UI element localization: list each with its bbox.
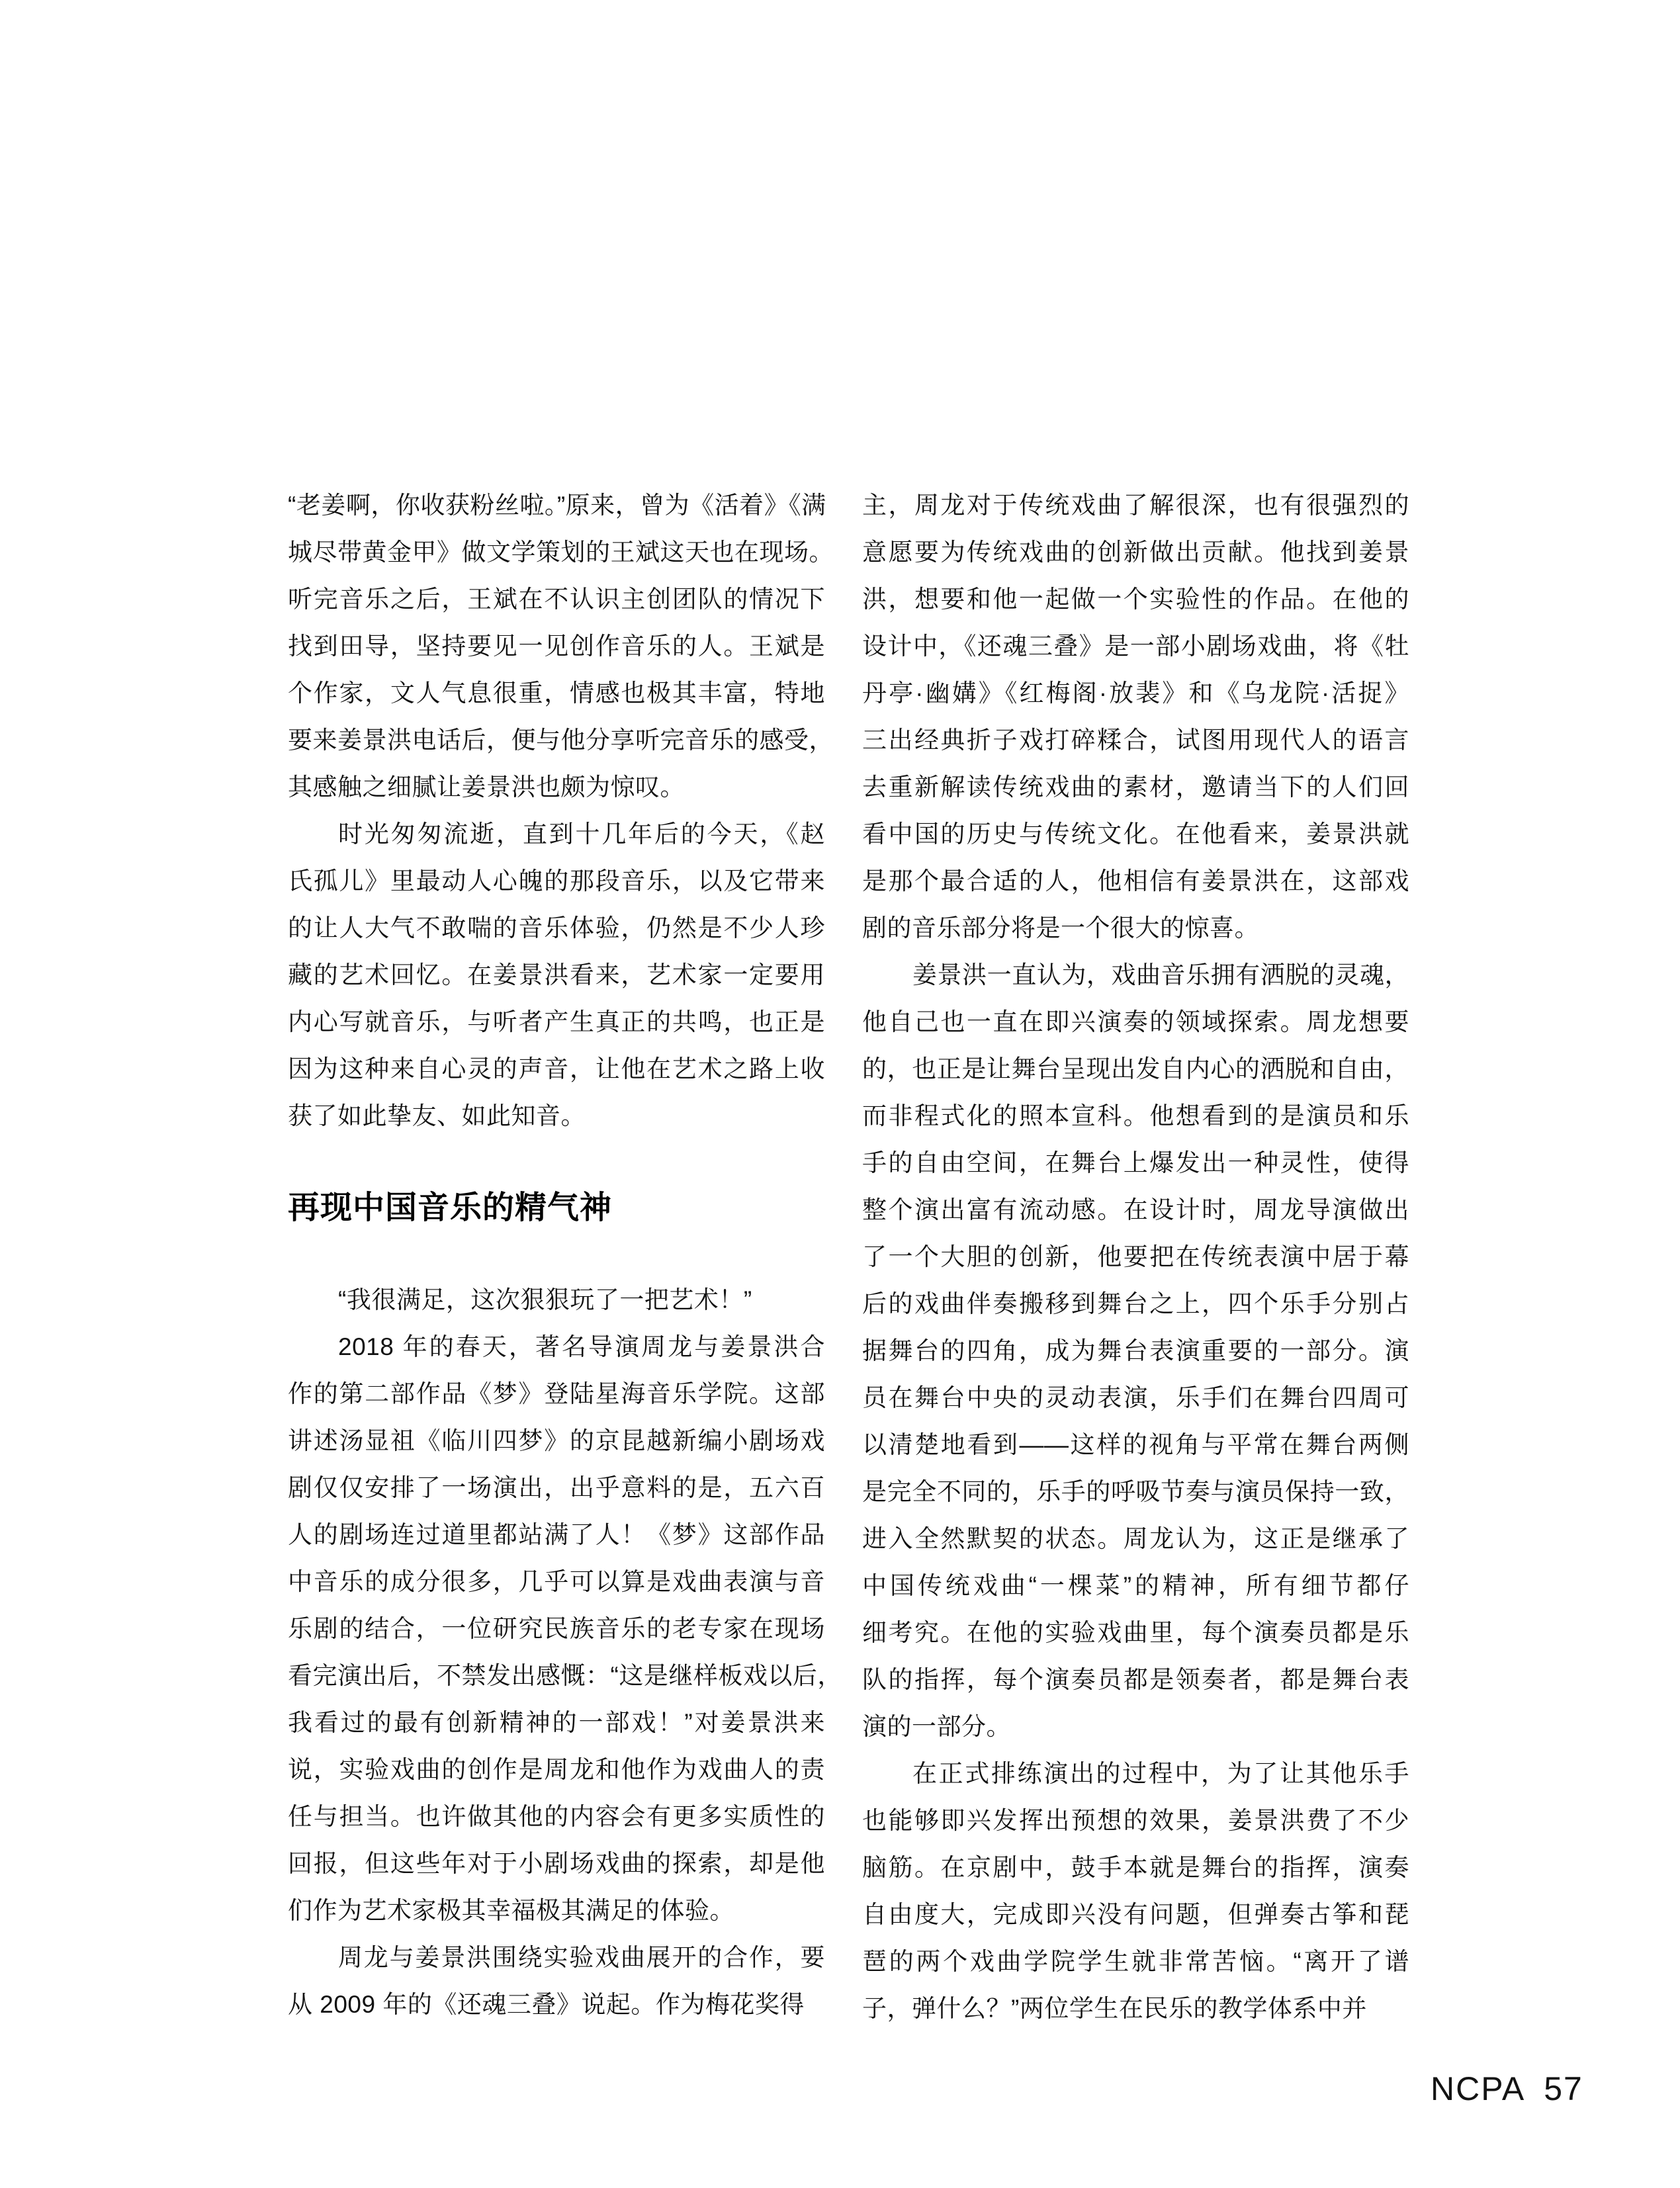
text-line: 氏孤儿》里最动人心魄的那段音乐，以及它带来 bbox=[288, 867, 825, 895]
text-line: 其感触之细腻让姜景洪也颇为惊叹。 bbox=[288, 773, 685, 801]
text-line: 后的戏曲伴奏搬移到舞台之上，四个乐手分别占 bbox=[862, 1290, 1409, 1317]
text-line: 内心写就音乐，与听者产生真正的共鸣，也正是 bbox=[288, 1008, 825, 1035]
text-line: 中国传统戏曲“一棵菜”的精神，所有细节都仔 bbox=[862, 1572, 1409, 1599]
text-line: 们作为艺术家极其幸福极其满足的体验。 bbox=[288, 1897, 734, 1924]
text-line: 的让人大气不敢喘的音乐体验，仍然是不少人珍 bbox=[288, 914, 825, 941]
text-line: 以清楚地看到——这样的视角与平常在舞台两侧 bbox=[862, 1431, 1409, 1458]
text-line: 自由度大，完成即兴没有问题，但弹奏古筝和琵 bbox=[862, 1901, 1409, 1928]
text-line: 整个演出富有流动感。在设计时，周龙导演做出 bbox=[862, 1196, 1409, 1223]
text-line: 的，也正是让舞台呈现出发自内心的洒脱和自由， bbox=[862, 1055, 1409, 1082]
text-line: 听完音乐之后，王斌在不认识主创团队的情况下 bbox=[288, 586, 825, 613]
text-line: 获了如此挚友、如此知音。 bbox=[288, 1102, 586, 1129]
text-line: 要来姜景洪电话后，便与他分享听完音乐的感受， bbox=[288, 726, 834, 754]
section-heading: 再现中国音乐的精气神 bbox=[288, 1190, 613, 1225]
body-paragraph bbox=[862, 1750, 1409, 2032]
body-paragraph bbox=[288, 482, 834, 810]
text-line: “老姜啊，你收获粉丝啦。”原来，曾为《活着》《满 bbox=[288, 492, 826, 519]
left-text-column bbox=[288, 482, 842, 2028]
text-line: 我看过的最有创新精神的一部戏！”对姜景洪来 bbox=[288, 1709, 825, 1736]
page-footer bbox=[1431, 2070, 1583, 2108]
text-line: 从 2009 年的《还魂三叠》说起。作为梅花奖得 bbox=[288, 1991, 805, 2018]
body-paragraph bbox=[288, 1934, 825, 2028]
text-line: 藏的艺术回忆。在姜景洪看来，艺术家一定要用 bbox=[288, 961, 825, 988]
text-line: 意愿要为传统戏曲的创新做出贡献。他找到姜景 bbox=[862, 539, 1409, 566]
text-line: 讲述汤显祖《临川四梦》的京昆越新编小剧场戏 bbox=[288, 1427, 825, 1454]
text-line: 说，实验戏曲的创作是周龙和他作为戏曲人的责 bbox=[288, 1756, 825, 1783]
body-paragraph bbox=[288, 810, 825, 1139]
text-line: 设计中，《还魂三叠》是一部小剧场戏曲，将《牡 bbox=[862, 633, 1409, 660]
text-line: 因为这种来自心灵的声音，让他在艺术之路上收 bbox=[288, 1055, 825, 1082]
text-line: 人的剧场连过道里都站满了人！《梦》这部作品 bbox=[288, 1521, 825, 1548]
text-line: 子，弹什么？”两位学生在民乐的教学体系中并 bbox=[862, 1995, 1367, 2022]
text-line: 他自己也一直在即兴演奏的领域探索。周龙想要 bbox=[862, 1008, 1409, 1035]
text-line: 是完全不同的，乐手的呼吸节奏与演员保持一致， bbox=[862, 1478, 1409, 1505]
text-line: 而非程式化的照本宣科。他想看到的是演员和乐 bbox=[862, 1102, 1409, 1129]
text-line: 三出经典折子戏打碎糅合，试图用现代人的语言 bbox=[862, 726, 1409, 754]
text-line: 城尽带黄金甲》做文学策划的王斌这天也在现场。 bbox=[288, 539, 834, 566]
body-paragraph bbox=[862, 951, 1409, 1750]
text-line: 作的第二部作品《梦》登陆星海音乐学院。这部 bbox=[288, 1380, 825, 1407]
text-line: 中音乐的成分很多，几乎可以算是戏曲表演与音 bbox=[288, 1568, 825, 1595]
text-line: 看中国的历史与传统文化。在他看来，姜景洪就 bbox=[862, 820, 1409, 848]
text-line: 洪，想要和他一起做一个实验性的作品。在他的 bbox=[862, 586, 1409, 613]
text-line: 队的指挥，每个演奏员都是领奏者，都是舞台表 bbox=[862, 1666, 1409, 1693]
body-paragraph bbox=[288, 1323, 842, 1934]
text-line: 主，周龙对于传统戏曲了解很深，也有很强烈的 bbox=[862, 492, 1409, 519]
text-line: 也能够即兴发挥出预想的效果，姜景洪费了不少 bbox=[862, 1807, 1409, 1834]
text-line: 剧仅仅安排了一场演出，出乎意料的是，五六百 bbox=[288, 1474, 825, 1501]
text-line: 了一个大胆的创新，他要把在传统表演中居于幕 bbox=[862, 1243, 1409, 1270]
text-line: 任与担当。也许做其他的内容会有更多实质性的 bbox=[288, 1803, 825, 1830]
text-line: 周龙与姜景洪围绕实验戏曲展开的合作，要 bbox=[338, 1944, 825, 1971]
pull-quote-paragraph bbox=[288, 1276, 825, 1323]
text-line: 回报，但这些年对于小剧场戏曲的探索，却是他 bbox=[288, 1850, 825, 1877]
text-line: 找到田导，坚持要见一见创作音乐的人。王斌是 bbox=[288, 633, 825, 660]
page-number: 57 bbox=[1544, 2070, 1583, 2107]
text-line: 手的自由空间，在舞台上爆发出一种灵性，使得 bbox=[862, 1149, 1409, 1176]
text-line: 剧的音乐部分将是一个很大的惊喜。 bbox=[862, 914, 1259, 941]
text-line: 看完演出后，不禁发出感慨：“这是继样板戏以后， bbox=[288, 1662, 842, 1689]
text-line: 细考究。在他的实验戏曲里，每个演奏员都是乐 bbox=[862, 1619, 1409, 1646]
magazine-name: NCPA bbox=[1431, 2070, 1526, 2107]
text-line: 据舞台的四角，成为舞台表演重要的一部分。演 bbox=[862, 1337, 1409, 1364]
text-line: “我很满足，这次狠狠玩了一把艺术！” bbox=[338, 1286, 752, 1313]
text-line: 丹亭·幽媾》《红梅阁·放裴》和《乌龙院·活捉》 bbox=[862, 679, 1409, 707]
text-line: 时光匆匆流逝，直到十几年后的今天，《赵 bbox=[338, 820, 825, 848]
body-paragraph bbox=[862, 482, 1409, 951]
text-line: 脑筋。在京剧中，鼓手本就是舞台的指挥，演奏 bbox=[862, 1854, 1409, 1881]
text-line: 个作家，文人气息很重，情感也极其丰富，特地 bbox=[288, 679, 825, 707]
text-line: 演的一部分。 bbox=[862, 1713, 1011, 1740]
text-line: 去重新解读传统戏曲的素材，邀请当下的人们回 bbox=[862, 773, 1409, 801]
right-text-column bbox=[862, 482, 1409, 2032]
text-line: 姜景洪一直认为，戏曲音乐拥有洒脱的灵魂， bbox=[912, 961, 1409, 988]
text-line: 乐剧的结合，一位研究民族音乐的老专家在现场 bbox=[288, 1615, 825, 1642]
text-line: 在正式排练演出的过程中，为了让其他乐手 bbox=[912, 1760, 1409, 1787]
text-line: 员在舞台中央的灵动表演，乐手们在舞台四周可 bbox=[862, 1384, 1409, 1411]
text-line: 2018 年的春天，著名导演周龙与姜景洪合 bbox=[338, 1333, 825, 1360]
text-line: 琶的两个戏曲学院学生就非常苦恼。“离开了谱 bbox=[862, 1948, 1409, 1975]
text-line: 是那个最合适的人，他相信有姜景洪在，这部戏 bbox=[862, 867, 1409, 895]
text-line: 进入全然默契的状态。周龙认为，这正是继承了 bbox=[862, 1525, 1409, 1552]
